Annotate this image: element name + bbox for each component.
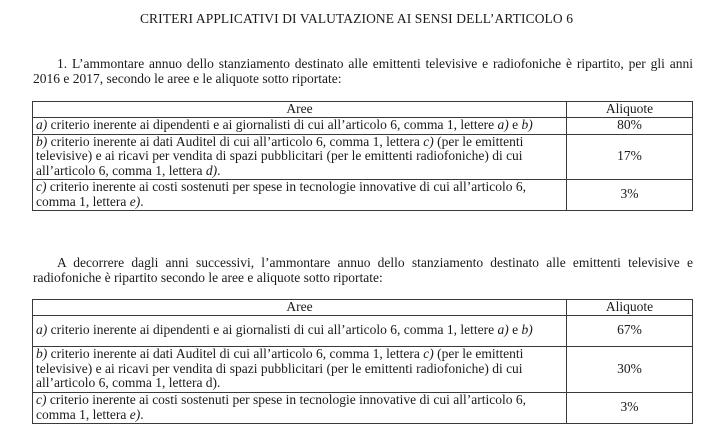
area-cell: a) criterio inerente ai dipendenti e ai giornalisti di cui all’articolo 6, comma 1, lettere a) e b)	[33, 117, 567, 134]
header-areas: Aree	[33, 102, 567, 118]
header-rates: Aliquote	[567, 300, 693, 316]
table-row	[33, 134, 693, 179]
area-cell: c) criterio inerente ai costi sostenuti per spese in tecnologie innovative di cui all’articolo 6, comma 1, lettera e).	[33, 392, 567, 423]
paragraph-subsequent-text: A decorrere dagli anni successivi, l’ammontare annuo dello stanziamento destinato alle emittenti televisive e radiofoniche è ripartito secondo le aree e aliquote sotto riportate:	[33, 255, 693, 285]
rate-cell: 67%	[567, 315, 693, 346]
allocation-table-2016-2017	[32, 101, 693, 211]
rate-cell: 30%	[567, 346, 693, 392]
rate-cell: 80%	[567, 117, 693, 134]
table-row	[33, 117, 693, 134]
table-row	[33, 392, 693, 423]
table-row	[33, 315, 693, 346]
rate-cell: 3%	[567, 179, 693, 210]
paragraph-intro-text: 1. L’ammontare annuo dello stanziamento destinato alle emittenti televisive e radiofoniche è ripartito, per gli anni 2016 e 2017, secondo le aree e le aliquote sotto riportate:	[33, 56, 693, 86]
area-cell: b) criterio inerente ai dati Auditel di cui all’articolo 6, comma 1, lettera c) (per le emittenti televisive) e ai ricavi per vendita di spazi pubblicitari (per le emittenti radiofoniche) di cui all’articolo 6, comma 1, lettera d).	[33, 346, 567, 392]
area-cell: a) criterio inerente ai dipendenti e ai giornalisti di cui all’articolo 6, comma 1, lettere a) e b)	[33, 315, 567, 346]
table-row	[33, 346, 693, 392]
area-cell: b) criterio inerente ai dati Auditel di cui all’articolo 6, comma 1, lettera c) (per le emittenti televisive) e ai ricavi per vendita di spazi pubblicitari (per le emittenti radiofoniche) di cui all’articolo 6, comma 1, lettera d).	[33, 134, 567, 179]
paragraph-intro-2016-2017	[33, 56, 693, 86]
table-header-row	[33, 300, 693, 316]
rate-cell: 17%	[567, 134, 693, 179]
header-areas: Aree	[33, 300, 567, 316]
area-cell: c) criterio inerente ai costi sostenuti per spese in tecnologie innovative di cui all’articolo 6, comma 1, lettera e).	[33, 179, 567, 210]
table-row	[33, 179, 693, 210]
paragraph-subsequent-years	[33, 255, 693, 285]
rate-cell: 3%	[567, 392, 693, 423]
header-rates: Aliquote	[567, 102, 693, 118]
document-title: CRITERI APPLICATIVI DI VALUTAZIONE AI SENSI DELL’ARTICOLO 6	[139, 11, 574, 26]
table-header-row	[33, 102, 693, 118]
allocation-table-subsequent-years	[32, 299, 693, 424]
